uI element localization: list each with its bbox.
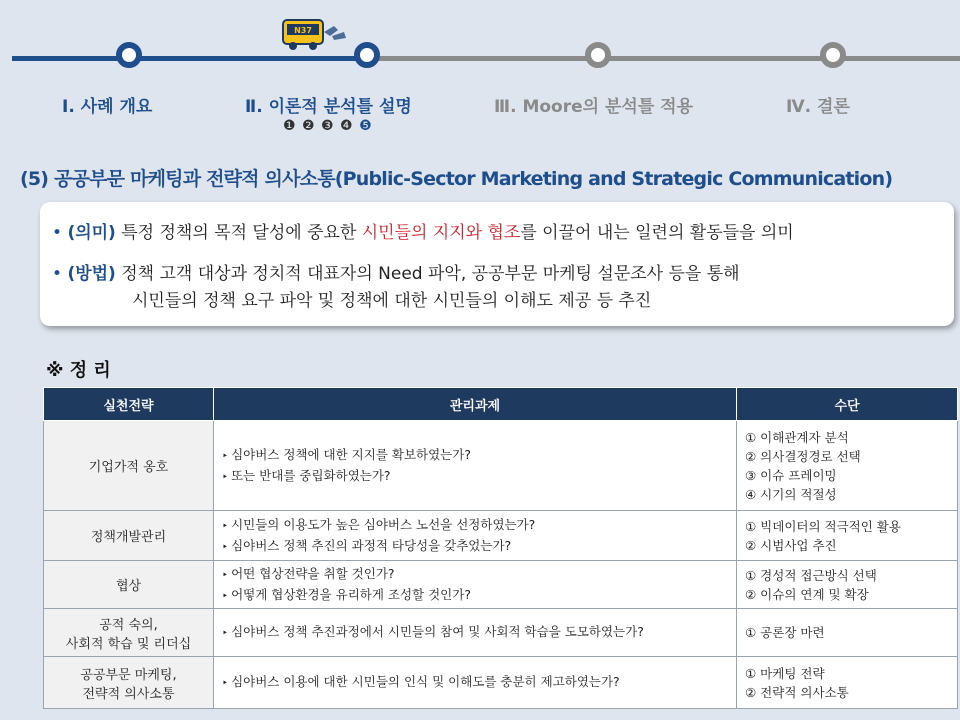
table-row <box>44 609 958 657</box>
tag-method: (방법) <box>67 264 116 284</box>
strategy-line: 기업가적 옹호 <box>88 460 169 475</box>
definition-bullet-method <box>52 259 740 284</box>
bus-label: N37 <box>294 26 312 35</box>
table-header-row <box>44 388 958 421</box>
task-item: ‣ 심야버스 이용에 대한 시민들의 인식 및 이해도를 충분히 제고하였는가? <box>222 672 728 693</box>
definition-bullet-meaning <box>52 218 794 243</box>
strategy-line: 공적 숙의, <box>99 617 158 633</box>
means-cell <box>737 657 958 709</box>
bullet-dot: • <box>52 223 63 243</box>
progress-node-3 <box>585 42 611 68</box>
table-row <box>44 421 958 511</box>
table-row <box>44 511 958 561</box>
substep-1: ❶ <box>283 118 297 134</box>
strategy-line: 협상 <box>115 579 142 594</box>
means-cell <box>737 561 958 609</box>
means-item: ③ 이슈 프레이밍 <box>745 467 837 483</box>
method-text-a: 정책 고객 대상과 정치적 대표자의 Need 파악, 공공부문 마케팅 설문조사 등을 통해 <box>115 264 740 284</box>
task-cell <box>214 511 737 561</box>
means-cell <box>737 421 958 511</box>
meaning-text-b: 를 이끌어 내는 일련의 활동들을 의미 <box>520 223 794 243</box>
task-cell <box>214 421 737 511</box>
summary-table <box>43 387 958 709</box>
task-cell <box>214 609 737 657</box>
task-cell <box>214 561 737 609</box>
table-row <box>44 561 958 609</box>
summary-title: ※ 정 리 <box>46 360 111 381</box>
section-title: (5) 공공부문 마케팅과 전략적 의사소통(Public-Sector Marketing and Strategic Communication) <box>20 168 893 190</box>
means-item: ④ 시기의 적절성 <box>745 486 837 502</box>
means-item: ② 시범사업 추진 <box>745 537 837 553</box>
definition-box <box>40 202 954 326</box>
task-item: ‣ 어떤 협상전략을 취할 것인가? <box>222 564 728 585</box>
means-item: ② 이슈의 연계 및 확장 <box>745 586 869 602</box>
header-means: 수단 <box>737 388 958 421</box>
progress-track-completed <box>12 56 367 61</box>
header-task: 관리과제 <box>214 388 737 421</box>
table-row <box>44 657 958 709</box>
means-cell <box>737 609 958 657</box>
means-item: ① 이해관계자 분석 <box>745 429 849 445</box>
strategy-line: 공공부문 마케팅, <box>80 667 177 683</box>
step-label-3: Ⅲ. Moore의 분석틀 적용 <box>494 97 694 117</box>
substep-5-current: ❺ <box>359 118 373 134</box>
step-label-2: Ⅱ. 이론적 분석틀 설명 <box>245 97 412 117</box>
substep-indicator <box>283 118 373 134</box>
means-cell <box>737 511 958 561</box>
progress-node-4 <box>820 42 846 68</box>
header-strategy: 실천전략 <box>44 388 214 421</box>
strategy-cell <box>44 421 214 511</box>
substep-2: ❷ <box>302 118 316 134</box>
strategy-cell <box>44 609 214 657</box>
means-item: ① 경성적 접근방식 선택 <box>745 567 877 583</box>
meaning-highlight: 시민들의 지지와 협조 <box>361 223 521 243</box>
task-item: ‣ 어떻게 협상환경을 유리하게 조성할 것인가? <box>222 585 728 606</box>
progress-track-remaining <box>367 56 960 61</box>
tag-meaning: (의미) <box>67 223 116 243</box>
strategy-cell <box>44 511 214 561</box>
substep-4: ❹ <box>340 118 354 134</box>
bullet-dot: • <box>52 264 63 284</box>
substep-3: ❸ <box>321 118 335 134</box>
means-item: ② 의사결정경로 선택 <box>745 448 861 464</box>
strategy-line: 전략적 의사소통 <box>82 686 175 702</box>
strategy-cell <box>44 561 214 609</box>
step-label-4: Ⅳ. 결론 <box>786 97 850 117</box>
means-item: ① 빅데이터의 적극적인 활용 <box>745 518 901 534</box>
strategy-line: 정책개발관리 <box>90 530 167 545</box>
meaning-text-a: 특정 정책의 목적 달성에 중요한 <box>115 223 362 243</box>
strategy-cell <box>44 657 214 709</box>
task-item: ‣ 심야버스 정책 추진과정에서 시민들의 참여 및 사회적 학습을 도모하였는가? <box>222 622 728 643</box>
bus-icon <box>282 18 348 52</box>
means-item: ① 공론장 마련 <box>745 625 825 640</box>
step-label-1: Ⅰ. 사례 개요 <box>62 97 153 117</box>
task-item: ‣ 심야버스 정책 추진의 과정적 타당성을 갖추었는가? <box>222 536 728 557</box>
strategy-line: 사회적 학습 및 리더십 <box>65 636 192 652</box>
means-item: ② 전략적 의사소통 <box>745 684 849 700</box>
method-text-b: 시민들의 정책 요구 파악 및 정책에 대한 시민들의 이해도 제공 등 추진 <box>132 291 652 311</box>
task-item: ‣ 시민들의 이용도가 높은 심야버스 노선을 선정하였는가? <box>222 515 728 536</box>
means-item: ① 마케팅 전략 <box>745 665 825 681</box>
task-item: ‣ 또는 반대를 중립화하였는가? <box>222 466 728 487</box>
progress-node-1 <box>116 42 142 68</box>
task-item: ‣ 심야버스 정책에 대한 지지를 확보하였는가? <box>222 445 728 466</box>
task-cell <box>214 657 737 709</box>
progress-node-2 <box>354 42 380 68</box>
